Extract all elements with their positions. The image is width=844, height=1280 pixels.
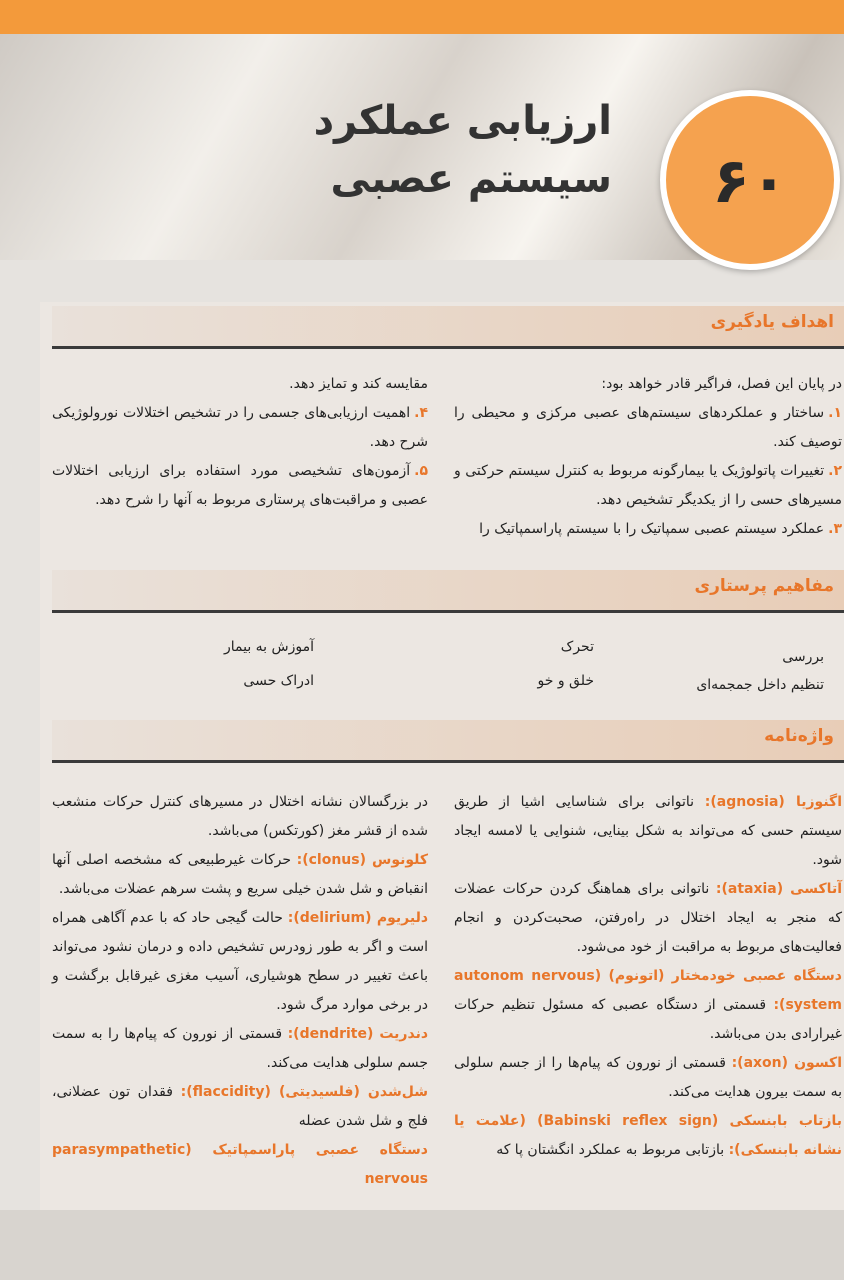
page-body	[40, 302, 844, 1210]
chapter-number-badge: ۶۰	[660, 90, 840, 270]
objective-text: اهمیت ارزیابی‌های جسمی را در تشخیص اختلالات نورولوژیکی شرح دهد.	[52, 405, 428, 450]
glossary-term: دستگاه عصبی پاراسمپاتیک (parasympathetic nervous	[52, 1142, 428, 1187]
glossary-entry	[52, 904, 428, 1020]
glossary-definition: حالت گیجی حاد که با عدم آگاهی همراه است و اگر به طور زودرس تشخیص داده و درمان نشود می‌تواند باعث تغییر در سطح هوشیاری، آسیب مغزی غیرقابل برگشت و در برخی موارد مرگ شود.	[52, 910, 428, 1013]
objective-item	[52, 399, 428, 457]
objectives-heading: اهداف یادگیری	[710, 312, 834, 332]
glossary-left-column	[52, 788, 428, 1194]
concept-item: بررسی	[782, 649, 824, 665]
objective-text: تغییرات پاتولوژیک یا بیمارگونه مربوط به کنترل سیستم حرکتی و مسیرهای حسی را از یکدیگر تشخیص دهد.	[454, 463, 842, 508]
objectives-right-column	[454, 370, 842, 544]
glossary-definition: فقدان تون عضلانی، فلج و شل شدن عضله	[52, 1084, 428, 1129]
objective-item	[454, 399, 842, 457]
concepts-heading: مفاهیم پرستاری	[694, 576, 834, 596]
glossary-definition: ناتوانی برای شناسایی اشیا از طریق سیستم حسی که می‌تواند به شکل بینایی، شنوایی یا لامسه ایجاد شود.	[454, 794, 842, 868]
objective-number: ۴.	[414, 405, 428, 421]
glossary-definition: قسمتی از نورون که پیام‌ها را از جسم سلولی به سمت بیرون هدایت می‌کند.	[454, 1055, 842, 1100]
glossary-term: اگنوزیا (agnosia):	[704, 794, 842, 810]
objective-item	[454, 515, 842, 544]
objective-item	[454, 457, 842, 515]
objectives-intro: در پایان این فصل، فراگیر قادر خواهد بود:	[601, 376, 842, 392]
glossary-entry	[454, 875, 842, 962]
objective-number: ۱.	[828, 405, 842, 421]
objective-item	[52, 457, 428, 515]
concept-item: خلق و خو	[537, 673, 594, 689]
glossary-definition: قسمتی از نورون که پیام‌ها را به سمت جسم سلولی هدایت می‌کند.	[52, 1026, 428, 1071]
glossary-term: شل‌شدن (فلسیدیتی) (flaccidity):	[180, 1084, 429, 1100]
glossary-entry	[454, 1049, 842, 1107]
chapter-title	[314, 92, 612, 208]
objectives-header	[52, 306, 844, 349]
glossary-entry	[52, 1078, 428, 1136]
objective-number: ۵.	[414, 463, 428, 479]
objectives-left-column	[52, 370, 428, 515]
glossary-definition: حرکات غیرطبیعی که مشخصه اصلی آنها انقباض و شل شدن خیلی سریع و پشت سرهم عضلات می‌باشد.	[52, 852, 428, 897]
chapter-title-line2: سیستم عصبی	[330, 156, 612, 202]
objective-text: ساختار و عملکردهای سیستم‌های عصبی مرکزی و محیطی را توصیف کند.	[454, 405, 842, 450]
glossary-term: آتاکسی (ataxia):	[715, 881, 842, 897]
objective-text: عملکرد سیستم عصبی سمپاتیک را با سیستم پاراسمپاتیک را	[479, 521, 825, 537]
glossary-heading: واژه‌نامه	[764, 726, 834, 746]
top-color-bar	[0, 0, 844, 34]
objective-text: آزمون‌های تشخیصی مورد استفاده برای ارزیابی اختلالات عصبی و مراقبت‌های پرستاری مربوط به آنها را شرح دهد.	[52, 463, 428, 508]
glossary-term: بازتاب بابنسکی (Babinski reflex sign) (علامت یا نشانه بابنسکی):	[454, 1113, 842, 1158]
concept-item: تنظیم داخل جمجمه‌ای	[696, 677, 824, 693]
glossary-entry	[454, 788, 842, 875]
glossary-definition: بازتابی مربوط به عملکرد انگشتان پا که	[496, 1142, 725, 1158]
glossary-right-column	[454, 788, 842, 1165]
objective-number: ۳.	[828, 521, 842, 537]
objective-continuation: مقایسه کند و تمایز دهد.	[289, 376, 428, 392]
glossary-entry	[52, 788, 428, 846]
glossary-entry	[454, 962, 842, 1049]
concept-item: ادراک حسی	[243, 673, 314, 689]
glossary-header	[52, 720, 844, 763]
glossary-entry	[52, 1020, 428, 1078]
glossary-entry	[52, 1136, 428, 1194]
glossary-term: کلونوس (clonus):	[296, 852, 428, 868]
glossary-definition: قسمتی از دستگاه عصبی که مسئول تنظیم حرکات غیرارادی بدن می‌باشد.	[454, 997, 842, 1042]
glossary-entry	[454, 1107, 842, 1165]
glossary-entry	[52, 846, 428, 904]
chapter-title-line1: ارزیابی عملکرد	[313, 98, 612, 144]
glossary-definition: ناتوانی برای هماهنگ کردن حرکات عضلات که منجر به ایجاد اختلال در راه‌رفتن، صحبت‌کردن و انجام فعالیت‌های مربوط به مراقبت از خود می‌شود.	[454, 881, 842, 955]
concept-item: تحرک	[560, 639, 594, 655]
concepts-header	[52, 570, 844, 613]
glossary-term: اکسون (axon):	[731, 1055, 843, 1071]
objective-number: ۲.	[828, 463, 842, 479]
page-bottom-edge	[0, 1210, 844, 1280]
concept-item: آموزش به بیمار	[223, 639, 314, 655]
glossary-term: دستگاه عصبی خودمختار (اتونوم) (autonom nervous system):	[454, 968, 843, 1013]
glossary-term: دندریت (dendrite):	[287, 1026, 429, 1042]
glossary-definition: در بزرگسالان نشانه اختلال در مسیرهای کنترل حرکات منشعب شده از قشر مغز (کورتکس) می‌باشد.	[52, 794, 428, 839]
glossary-term: دلیریوم (delirium):	[287, 910, 429, 926]
